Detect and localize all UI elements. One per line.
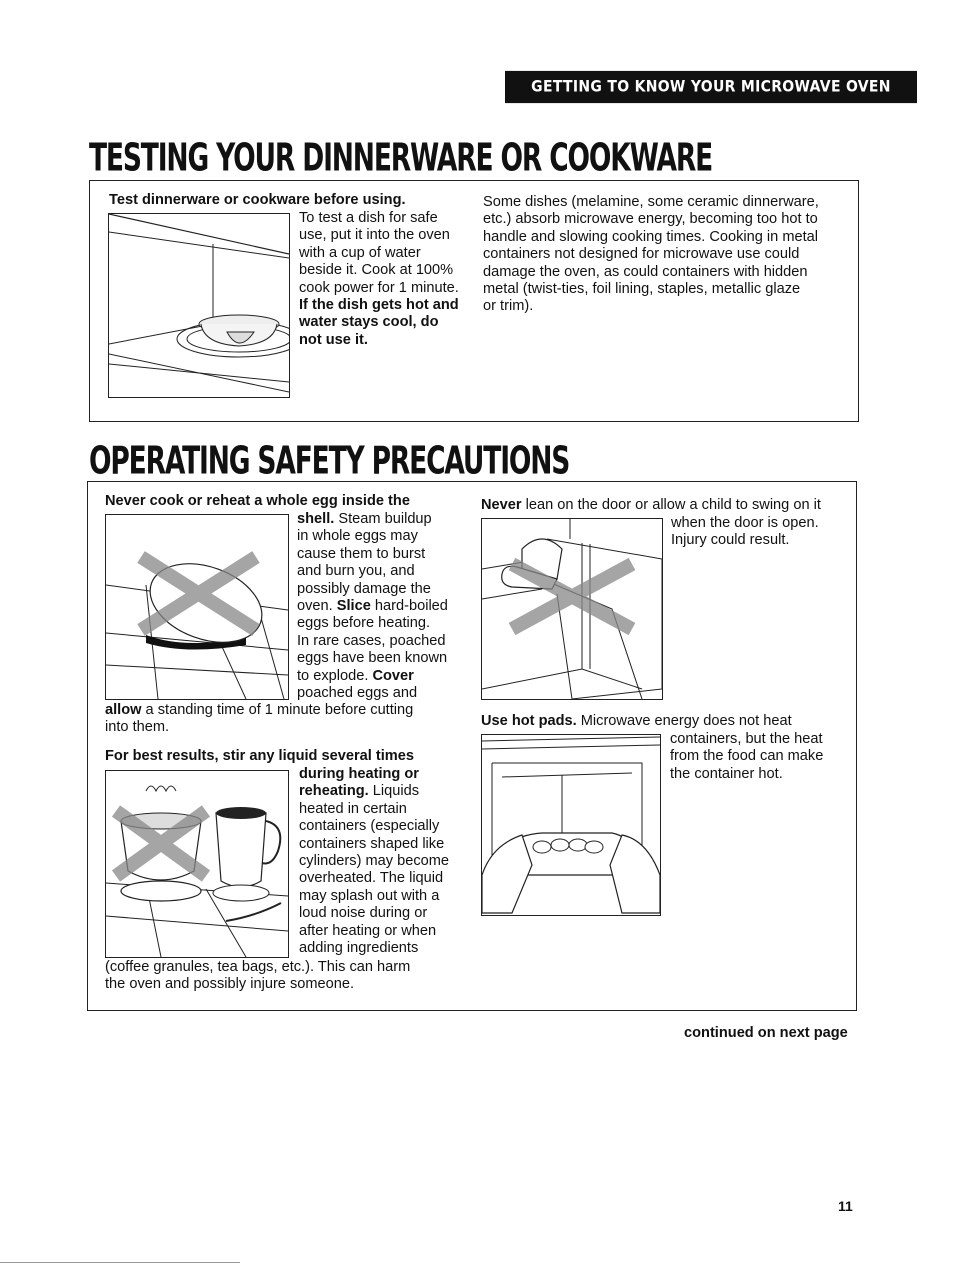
pads-text: Microwave energy does not heat	[576, 713, 792, 729]
stir-text: heated in certain	[299, 800, 407, 817]
testing-lead: Test dinnerware or cookware before using.	[109, 192, 406, 208]
pads-text: the container hot.	[670, 765, 783, 782]
stir-text: overheated. The liquid	[299, 870, 444, 887]
stir-text: containers (especially	[299, 818, 440, 835]
egg-lead-continued: shell.	[297, 511, 335, 527]
section-title-testing: TESTING YOUR DINNERWARE OR COOKWARE	[89, 136, 713, 181]
stir-lead-continued: reheating.	[299, 783, 369, 800]
egg-text: oven.	[297, 598, 337, 615]
stir-lead: For best results, stir any liquid several times	[105, 748, 415, 764]
testing-body-line: To test a dish for safe	[299, 210, 438, 226]
testing-right-line: etc.) absorb microwave energy, becoming too hot to	[483, 211, 818, 228]
testing-warning-line: water stays cool, do	[299, 314, 439, 331]
egg-text: cause them to burst	[297, 545, 426, 562]
microwave-dish-illustration	[108, 213, 290, 398]
pads-text: containers, but the heat	[670, 731, 823, 747]
section-banner	[505, 71, 917, 103]
section-title-safety: OPERATING SAFETY PRECAUTIONS	[89, 439, 570, 484]
egg-text: to explode.	[297, 667, 373, 684]
door-lead-line	[481, 497, 821, 514]
egg-body	[297, 511, 448, 702]
testing-body-line: use, put it into the oven	[299, 227, 450, 244]
egg-text-bold: Cover	[372, 667, 414, 684]
egg-text: poached eggs and	[297, 685, 418, 702]
egg-text: Steam buildup	[334, 511, 432, 527]
stir-text: the oven and possibly injure someone.	[105, 976, 355, 993]
egg-text: eggs before heating.	[297, 615, 431, 632]
testing-body-line: with a cup of water	[299, 244, 421, 261]
egg-crossed-illustration	[105, 514, 289, 700]
door-text: when the door is open.	[671, 515, 819, 531]
egg-text-bold: Slice	[336, 598, 371, 615]
testing-right-line: handle and slowing cooking times. Cooking in metal	[483, 228, 819, 245]
egg-text: into them.	[105, 719, 170, 736]
mugs-crossed-illustration	[105, 770, 289, 958]
pads-body	[670, 731, 823, 783]
egg-text: In rare cases, poached	[297, 632, 446, 649]
stir-text: loud noise during or	[299, 905, 428, 922]
testing-right-line: or trim).	[483, 298, 534, 315]
testing-body	[299, 210, 459, 349]
stir-text: adding ingredients	[299, 940, 419, 957]
egg-text: hard-boiled	[370, 598, 448, 615]
testing-body-line: beside it. Cook at 100%	[299, 262, 454, 279]
testing-right-text	[483, 194, 819, 316]
egg-text: in whole eggs may	[297, 528, 418, 545]
egg-text: and burn you, and	[297, 563, 415, 580]
egg-text: a standing time of 1 minute before cutting	[141, 702, 414, 718]
pads-lead: Use hot pads.	[481, 713, 577, 729]
egg-lead: Never cook or reheat a whole egg inside the	[105, 493, 410, 509]
footer-rule	[0, 1262, 240, 1263]
egg-text: eggs have been known	[297, 650, 448, 667]
stir-text: containers shaped like	[299, 835, 445, 852]
testing-warning-line: If the dish gets hot and	[299, 297, 459, 314]
testing-right-line: damage the oven, as could containers with hidden	[483, 263, 808, 280]
door-body	[671, 515, 819, 550]
testing-warning-line: not use it.	[299, 331, 368, 348]
hot-pads-illustration	[481, 734, 661, 916]
stir-text: (coffee granules, tea bags, etc.). This can harm	[105, 959, 411, 975]
banner-text: GETTING TO KNOW YOUR MICROWAVE OVEN	[531, 77, 891, 97]
stir-text: after heating or when	[299, 922, 437, 939]
egg-text: possibly damage the	[297, 580, 431, 597]
door-lead: Never	[481, 497, 522, 513]
continued-note: continued on next page	[684, 1025, 848, 1041]
stir-text: may splash out with a	[299, 887, 440, 904]
pads-lead-line	[481, 713, 792, 730]
door-swing-crossed-illustration	[481, 518, 663, 700]
egg-text-bold: allow	[105, 702, 142, 718]
door-text: lean on the door or allow a child to swing on it	[521, 497, 821, 513]
stir-body	[299, 766, 449, 957]
stir-text: cylinders) may become	[299, 853, 450, 870]
egg-tail	[105, 702, 413, 737]
stir-tail	[105, 959, 410, 994]
pads-text: from the food can make	[670, 748, 824, 765]
testing-body-line: cook power for 1 minute.	[299, 279, 459, 296]
testing-right-line: Some dishes (melamine, some ceramic dinnerware,	[483, 194, 819, 210]
testing-right-line: metal (twist-ties, foil lining, staples, metallic glaze	[483, 281, 801, 298]
testing-right-line: containers not designed for microwave use could	[483, 246, 800, 263]
stir-text: Liquids	[368, 783, 420, 800]
door-text: Injury could result.	[671, 532, 790, 549]
stir-lead-continued: during heating or	[299, 766, 419, 782]
page-number: 11	[838, 1198, 853, 1214]
